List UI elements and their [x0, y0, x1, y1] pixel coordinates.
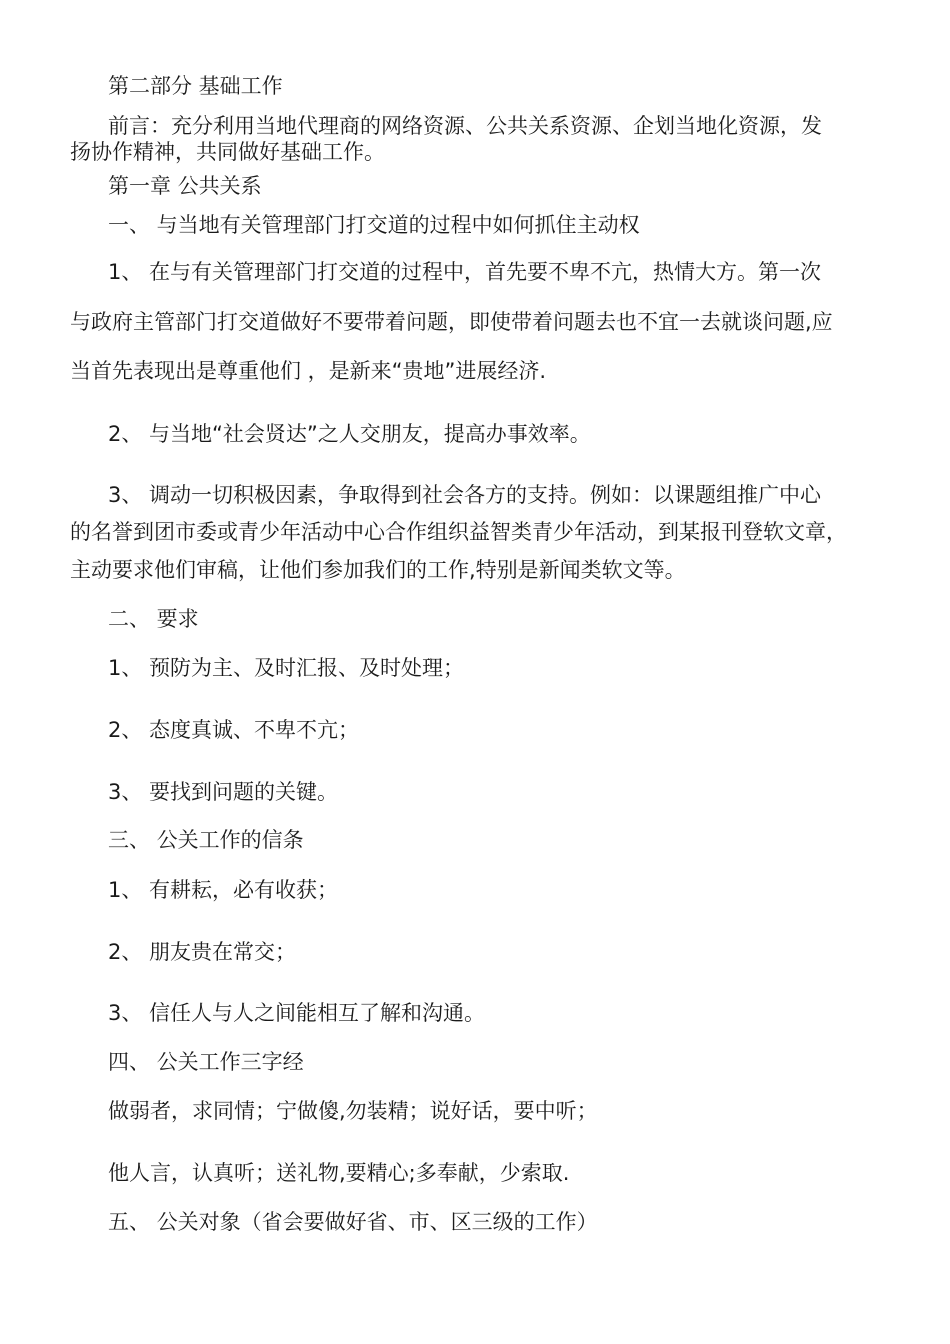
- chapter-title: 第一章 公共关系: [108, 174, 262, 198]
- section-1-item-3-line-2: 的名誉到团市委或青少年活动中心合作组织益智类青少年活动，到某报刊登软文章，: [70, 520, 847, 544]
- section-2-item-1: 1、 预防为主、及时汇报、及时处理；: [108, 656, 465, 680]
- section-3-item-3: 3、 信任人与人之间能相互了解和沟通。: [108, 1001, 486, 1025]
- section-1-item-3-line-1: 3、 调动一切积极因素，争取得到社会各方的支持。例如：以课题组推广中心: [108, 483, 822, 507]
- section-1-item-3-line-3: 主动要求他们审稿，让他们参加我们的工作,特别是新闻类软文等。: [70, 558, 686, 582]
- section-2-item-3: 3、 要找到问题的关键。: [108, 780, 339, 804]
- section-1-heading: 一、 与当地有关管理部门打交道的过程中如何抓住主动权: [108, 213, 640, 237]
- section-4-heading: 四、 公关工作三字经: [108, 1050, 304, 1074]
- section-5-heading: 五、 公关对象（省会要做好省、市、区三级的工作）: [108, 1210, 598, 1234]
- section-1-item-1-line-2: 与政府主管部门打交道做好不要带着问题，即使带着问题去也不宜一去就谈问题,应: [70, 310, 833, 334]
- section-2-item-2: 2、 态度真诚、不卑不亢；: [108, 718, 360, 742]
- section-1-item-1-line-1: 1、 在与有关管理部门打交道的过程中，首先要不卑不亢，热情大方。第一次: [108, 260, 822, 284]
- preface-line-1: 前言：充分利用当地代理商的网络资源、公共关系资源、企划当地化资源，发: [108, 114, 822, 138]
- section-3-item-1: 1、 有耕耘，必有收获；: [108, 878, 339, 902]
- section-2-heading: 二、 要求: [108, 607, 199, 631]
- part-title: 第二部分 基础工作: [108, 74, 283, 98]
- preface-line-2: 扬协作精神，共同做好基础工作。: [70, 140, 385, 164]
- section-4-line-1: 做弱者，求同情；宁做傻,勿装精；说好话，要中听；: [108, 1099, 598, 1123]
- section-4-line-2: 他人言，认真听；送礼物,要精心;多奉献，少索取.: [108, 1161, 570, 1185]
- section-1-item-2: 2、 与当地“社会贤达”之人交朋友，提高办事效率。: [108, 422, 591, 446]
- section-1-item-1-line-3: 当首先表现出是尊重他们 ，是新来“贵地”进展经济.: [70, 359, 547, 383]
- section-3-heading: 三、 公关工作的信条: [108, 828, 304, 852]
- section-3-item-2: 2、 朋友贵在常交；: [108, 940, 297, 964]
